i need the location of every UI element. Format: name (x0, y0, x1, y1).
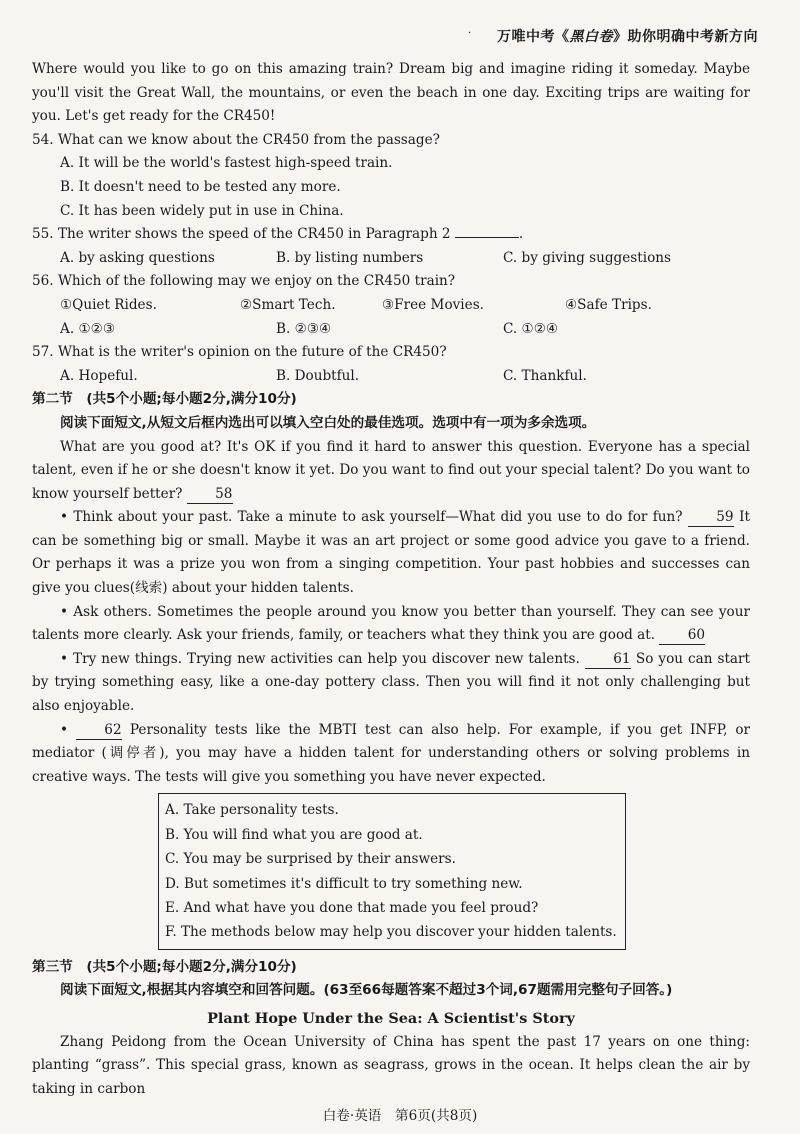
q55-option-b: B. by listing numbers (276, 249, 424, 266)
passage2-paragraph-2 (32, 506, 750, 600)
header-prefix: 万唯中考《 (497, 29, 570, 45)
passage2-paragraph-3 (32, 601, 750, 648)
section3-title: 第三节 (共5个小题;每小题2分,满分10分) (32, 958, 297, 975)
p5-text: Personality tests like the MBTI test can also help. For example, if you get INFP, or mediator (调停者), you may have a hidden talent for understanding others or solving problems in creative ways. The tests will give you something you have never expected. (32, 721, 751, 785)
p4-text-after: So you can start by trying something easy, like a one-day pottery class. Then you will find it not only challenging but also enjoyable. (32, 650, 751, 715)
p2-text-before: • Think about your past. Take a minute to ask yourself—What did you use to do for fun? (60, 509, 683, 526)
q54-stem: 54. What can we know about the CR450 from the passage? (32, 131, 440, 148)
q55-option-a: A. by asking questions (60, 249, 215, 266)
passage3-paragraph-1: Zhang Peidong from the Ocean University of China has spent the past 17 years on one thing: planting “grass”. This special grass, known as seagrass, grows in the ocean. It helps clean the air by taking in carbon (32, 1033, 750, 1097)
p5-bullet: • (60, 721, 69, 738)
q56-item-2: ②Smart Tech. (240, 296, 336, 313)
q57-stem: 57. What is the writer's opinion on the future of the CR450? (32, 344, 447, 361)
q56-items (32, 294, 750, 318)
p3-text: • Ask others. Sometimes the people around you know you better than yourself. They can see your talents more clearly. Ask your friends, family, or teachers what they think you are good at. (32, 603, 750, 644)
q56-option-b: B. ②③④ (276, 320, 332, 337)
blank-59: 59 (688, 508, 734, 527)
q57-options (32, 365, 750, 389)
page-header (497, 26, 758, 46)
q56-stem: 56. Which of the following may we enjoy on the CR450 train? (32, 273, 456, 290)
section2-instruction: 阅读下面短文,从短文后框内选出可以填入空白处的最佳选项。选项中有一项为多余选项。 (60, 414, 596, 431)
q55-end: . (518, 226, 524, 243)
header-brand: 黑白卷 (569, 29, 613, 45)
page-footer: 白卷·英语 第6页(共8页) (322, 1108, 478, 1124)
q56-option-a: A. ①②③ (60, 320, 116, 337)
option-box-item-b: B. You will find what you are good at. (165, 826, 423, 843)
blank-60: 60 (659, 626, 705, 645)
scan-mark: · (468, 28, 472, 39)
q55-blank (455, 223, 519, 238)
option-box (158, 793, 626, 949)
passage2-paragraph-1 (32, 436, 750, 507)
option-box-item-f: F. The methods below may help you discover your hidden talents. (165, 924, 617, 941)
header-suffix: 》助你明确中考新方向 (613, 29, 758, 45)
option-box-item-e: E. And what have you done that made you feel proud? (165, 900, 539, 917)
p2-text-after: It can be something big or small. Maybe it was an art project or some good advice you gave to a friend. Or perhaps it was a prize you won from a singing competition. Your past hobbies and successes can give you clues(线索) about your hidden talents. (32, 509, 750, 597)
passage2-paragraph-4 (32, 648, 750, 719)
q57-option-c: C. Thankful. (503, 367, 587, 384)
option-box-item-c: C. You may be surprised by their answers. (165, 851, 456, 868)
page-content (32, 58, 750, 1101)
q55-option-c: C. by giving suggestions (503, 249, 671, 266)
blank-58: 58 (187, 485, 233, 504)
q54-option-c: C. It has been widely put in use in China. (60, 202, 344, 219)
section3-instruction: 阅读下面短文,根据其内容填空和回答问题。(63至66每题答案不超过3个词,67题需用完整句子回答。) (60, 982, 673, 999)
q56-item-4: ④Safe Trips. (565, 296, 652, 313)
q54-option-b: B. It doesn't need to be tested any more. (60, 178, 341, 195)
passage3-title: Plant Hope Under the Sea: A Scientist's Story (207, 1010, 575, 1028)
option-box-item-a: A. Take personality tests. (165, 802, 339, 819)
passage2-paragraph-5 (32, 719, 750, 790)
p1-text: What are you good at? It's OK if you find it hard to answer this question. Everyone has a special talent, even if he or she doesn't know it yet. Do you want to find out your special talent? Do you want to know yourself better? (32, 438, 750, 502)
blank-62: 62 (76, 721, 122, 740)
q56-item-1: ①Quiet Rides. (60, 296, 157, 313)
blank-61: 61 (585, 650, 631, 669)
p4-text-before: • Try new things. Trying new activities can help you discover new talents. (60, 650, 580, 667)
q56-options (32, 318, 750, 342)
q55-stem: 55. The writer shows the speed of the CR450 in Paragraph 2 (32, 226, 451, 243)
option-box-item-d: D. But sometimes it's difficult to try something new. (165, 875, 523, 892)
q56-item-3: ③Free Movies. (382, 296, 484, 313)
q54-option-a: A. It will be the world's fastest high-speed train. (60, 155, 393, 172)
section2-title: 第二节 (共5个小题;每小题2分,满分10分) (32, 391, 297, 408)
q57-option-b: B. Doubtful. (276, 367, 360, 384)
q55-options (32, 247, 750, 271)
q57-option-a: A. Hopeful. (60, 367, 138, 384)
intro-paragraph: Where would you like to go on this amazing train? Dream big and imagine riding it someday. Maybe you'll visit the Great Wall, the mountains, or even the beach in one day. Exciting trips are waiting for you. Let's get ready for the CR450! (32, 61, 750, 125)
q56-option-c: C. ①②④ (503, 320, 559, 337)
q55-question (32, 223, 750, 247)
